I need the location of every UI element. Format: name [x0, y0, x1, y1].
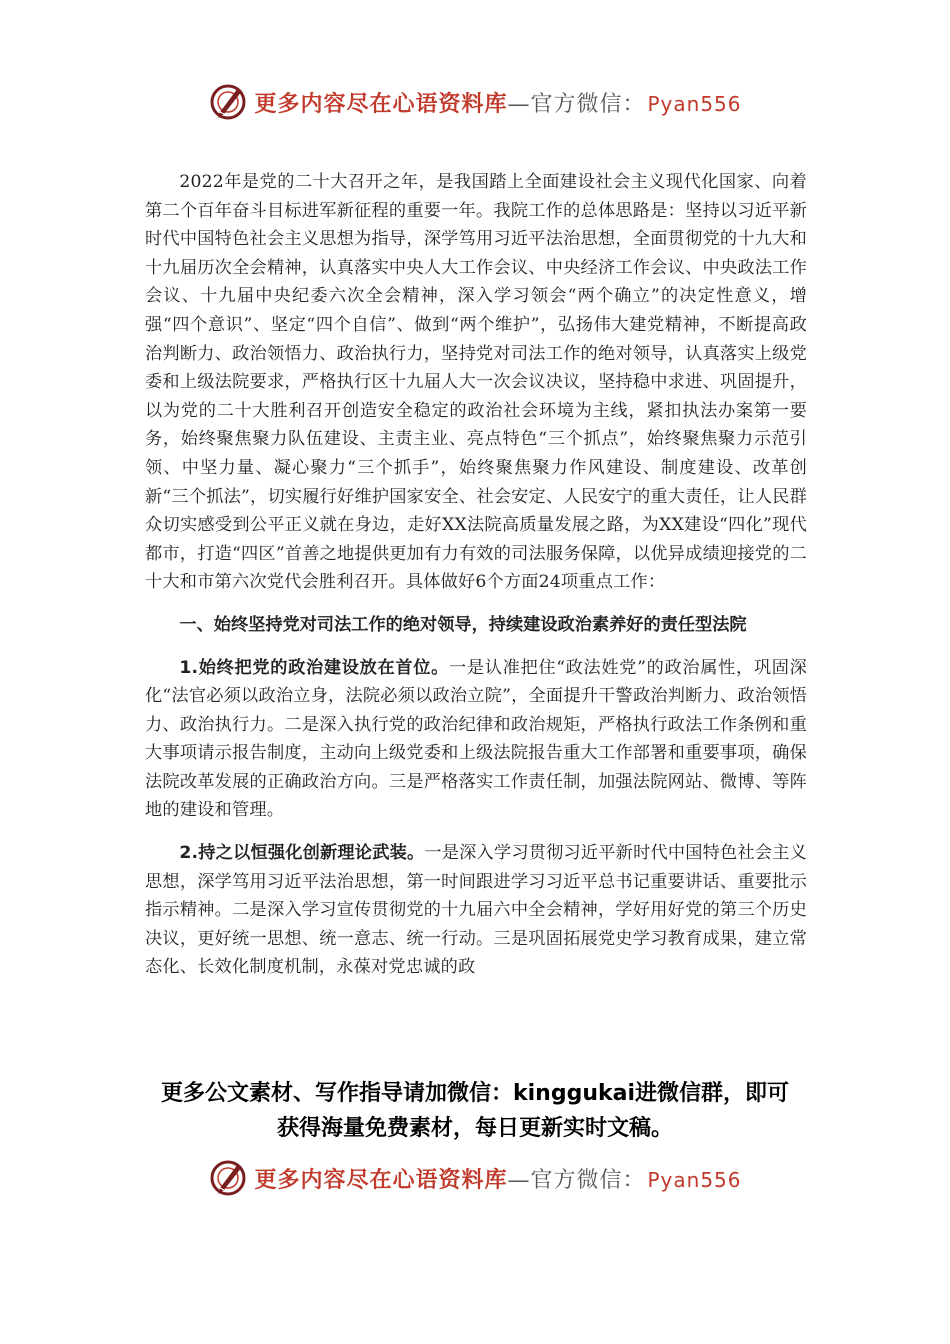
banner-wechat-id: Pyan556 [647, 91, 742, 116]
item-2-text: 一是深入学习贯彻习近平新时代中国特色社会主义思想，深学笃用习近平法治思想，第一时间跟进学习习近平总书记重要讲话、重要批示指示精神。二是深入学习宣传贯彻党的十九届六中全会精神，学好用好党的第三个历史决议，更好统一思想、统一意志、统一行动。三是巩固拓展党史学习教育成果，建立常态化、长效化制度机制，永葆对党忠诚的政 [145, 843, 807, 978]
item-1-text: 一是认准把住“政法姓党”的政治属性，巩固深化“法官必须以政治立身，法院必须以政治立院”，全面提升干警政治判断力、政治领悟力、政治执行力。二是深入执行党的政治纪律和政治规矩，严格执行政法工作条例和重大事项请示报告制度，主动向上级党委和上级法院报告重大工作部署和重要事项，确保法院改革发展的正确政治方向。三是严格落实工作责任制，加强法院网站、微博、等阵地的建设和管理。 [145, 657, 807, 821]
promo-line-2: 获得海量免费素材，每日更新实时文稿。 [276, 1116, 673, 1141]
banner-subtitle: —官方微信： [507, 91, 646, 117]
item-1-lead: 1.始终把党的政治建设放在首位。 [179, 657, 449, 678]
item-2-paragraph [145, 839, 807, 982]
section-1-heading: 一、始终坚持党对司法工作的绝对领导，持续建设政治素养好的责任型法院 [179, 614, 747, 635]
banner-title: 更多内容尽在心语资料库 [254, 90, 508, 117]
banner-title: 更多内容尽在心语资料库 [254, 1166, 508, 1193]
promo-line-1: 更多公文素材、写作指导请加微信：kinggukai进微信群，即可 [160, 1081, 789, 1106]
footer-banner [0, 1156, 950, 1200]
pen-logo-icon [208, 82, 248, 122]
intro-paragraph: 2022年是党的二十大召开之年，是我国踏上全面建设社会主义现代化国家、向着第二个百年奋斗目标进军新征程的重要一年。我院工作的总体思路是：坚持以习近平新时代中国特色社会主义思想为指导，深学笃用习近平法治思想，全面贯彻党的十九大和十九届历次全会精神，认真落实中央人大工作会议、中央经济工作会议、中央政法工作会议、十九届中央纪委六次全会精神，深入学习领会“两个确立”的决定性意义，增强“四个意识”、坚定“四个自信”、做到“两个维护”，弘扬伟大建党精神，不断提高政治判断力、政治领悟力、政治执行力，坚持党对司法工作的绝对领导，认真落实上级党委和上级法院要求，严格执行区十九届人大一次会议决议，坚持稳中求进、巩固提升，以为党的二十大胜利召开创造安全稳定的政治社会环境为主线，紧扣执法办案第一要务，始终聚焦聚力队伍建设、主责主业、亮点特色“三个抓点”，始终聚焦聚力示范引领、中坚力量、凝心聚力“三个抓手”，始终聚焦聚力作风建设、制度建设、改革创新“三个抓法”，切实履行好维护国家安全、社会安定、人民安宁的重大责任，让人民群众切实感受到公平正义就在身边，走好XX法院高质量发展之路，为XX建设“四化”现代都市，打造“四区”首善之地提供更加有力有效的司法服务保障，以优异成绩迎接党的二十大和市第六次党代会胜利召开。具体做好6个方面24项重点工作： [145, 172, 807, 593]
item-1-paragraph [145, 654, 807, 826]
promo-note [100, 1076, 850, 1146]
item-2-lead: 2.持之以恒强化创新理论武装。 [179, 843, 425, 864]
banner-wechat-id: Pyan556 [647, 1167, 742, 1192]
header-banner [0, 80, 950, 124]
document-body [145, 168, 807, 982]
banner-subtitle: —官方微信： [507, 1167, 646, 1193]
pen-logo-icon [208, 1158, 248, 1198]
